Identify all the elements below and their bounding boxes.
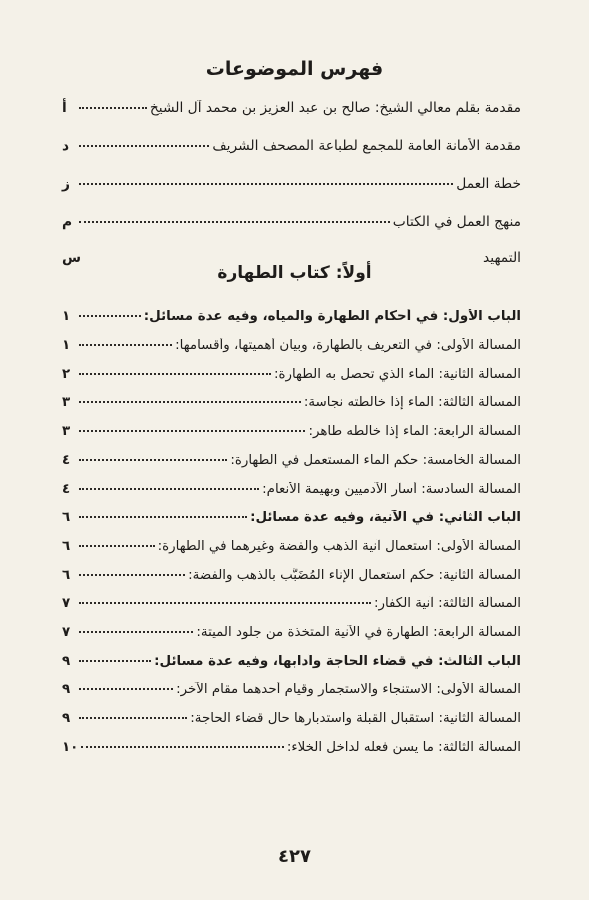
dot-leader [79,417,305,432]
toc-entry [62,649,521,678]
toc-entry-title: المسألة الثالثة: آنية الكفار: [373,596,521,612]
toc-entry-title: المسألة الرابعة: الماء إذا خالطه طاهر: [308,424,521,440]
dot-leader [79,532,155,547]
toc-entry-title: المسألة الرابعة: الطهارة في الآنية المتخذة من جلود الميتة: [196,624,521,640]
dot-leader [79,646,151,661]
toc-entry-title: مقدمة الأمانة العامة للمجمع لطباعة المصحف الشريف [212,137,521,154]
dot-leader [79,618,193,633]
dot-leader [79,359,271,374]
toc-entry-page: ٧ [62,624,71,640]
dot-leader [79,331,172,346]
toc-entry [62,535,521,564]
toc-entry [62,334,521,363]
toc-entry-page: م [62,213,73,230]
dot-leader [79,560,185,575]
toc-entry-page: ز [62,175,70,192]
section-heading: أولاً: كتاب الطهارة [217,263,372,283]
toc-entry-title: المسألة الثانية: حكم استعمال الإناء المُضَبَّب بالذهب والفضة: [188,567,521,583]
dot-leader [79,131,209,147]
toc-entry-title: الباب الأول: في أحكام الطهارة والمياه، وفيه عدة مسائل: [143,309,521,325]
dot-leader [79,93,147,109]
toc-entry-title: المسألة السادسة: أسآر الآدميين وبهيمة الأنعام: [262,481,521,497]
toc-entry [62,134,521,172]
toc-entry-title: المسألة الأولى: الاستنجاء والاستجمار وقيام أحدهما مقام الآخر: [176,682,521,698]
toc-entry [62,592,521,621]
dot-leader [79,503,247,518]
toc-entry-title: المسألة الخامسة: حكم الماء المستعمل في الطهارة: [230,452,521,468]
toc-entry [62,506,521,535]
toc-entry [62,448,521,477]
toc-entry-page: أ [62,99,67,116]
toc-entry [62,96,521,134]
toc-entry-page: ٣ [62,424,71,440]
toc-entry [62,735,521,764]
toc-entry [62,210,521,248]
toc-entry-page: ٦ [62,567,71,583]
toc-entry-page: ١ [62,309,71,325]
toc-entry-page: د [62,137,70,154]
toc-entry-title: منهج العمل في الكتاب [392,213,521,230]
toc-entry-page: ٦ [62,510,71,526]
toc-entry-page: ٩ [62,653,71,669]
page-number: ٤٢٧ [278,846,311,867]
toc-entry-title: الباب الثالث: في قضاء الحاجة وآدابها، وفيه عدة مسائل: [154,653,521,669]
toc-entry-title: المسألة الأولى: استعمال آنية الذهب والفضة وغيرهما في الطهارة: [157,538,521,554]
toc-entry-title: الباب الثاني: في الآنية، وفيه عدة مسائل: [250,510,521,526]
dot-leader [79,169,453,185]
contents-list [62,305,521,764]
page-title: فهرس الموضوعات [205,58,384,80]
toc-entry [62,420,521,449]
dot-leader [79,388,301,403]
toc-entry-title: المسألة الأولى: في التعريف بالطهارة، وبيان أهميتها، وأقسامها: [175,338,521,354]
toc-entry-page: ٤ [62,481,71,497]
toc-entry-page: ٦ [62,538,71,554]
toc-entry [62,621,521,650]
dot-leader [79,302,141,317]
toc-entry-title: المسألة الثالثة: الماء إذا خالطته نجاسة: [303,395,521,411]
dot-leader [79,589,371,604]
toc-entry-title: المسألة الثانية: الماء الذي تحصل به الطهارة: [273,366,521,382]
toc-entry-page: ٩ [62,711,71,727]
dot-leader [81,732,283,747]
toc-entry-title: خطة العمل [456,175,521,192]
toc-entry-page: ٧ [62,596,71,612]
toc-entry [62,678,521,707]
toc-entry-page: ٩ [62,682,71,698]
dot-leader [79,474,259,489]
toc-entry-title: المسألة الثانية: استقبال القبلة واستدبارها حال قضاء الحاجة: [190,711,521,727]
dot-leader [79,445,227,460]
toc-entry-page: ٢ [62,366,71,382]
dot-leader [79,675,173,690]
toc-entry [62,391,521,420]
toc-entry [62,305,521,334]
toc-entry-title: التمهيد [483,249,521,266]
toc-entry-page: س [62,249,82,266]
dot-leader [84,245,480,259]
toc-entry-title: المسألة الثالثة: ما يسن فعله لداخل الخلاء: [286,739,521,755]
toc-entry-page: ١ [62,338,71,354]
toc-entry [62,707,521,736]
toc-entry-page: ٣ [62,395,71,411]
toc-entry [62,477,521,506]
intro-contents-list [62,96,521,286]
dot-leader [79,704,187,719]
toc-entry-title: مقدمة بقلم معالي الشيخ: صالح بن عبد العزيز بن محمد آل الشيخ [149,99,521,116]
toc-entry-page: ١٠ [62,739,79,755]
toc-entry [62,563,521,592]
toc-entry-page: ٤ [62,452,71,468]
dot-leader [79,207,390,223]
toc-entry [62,172,521,210]
toc-entry [62,362,521,391]
